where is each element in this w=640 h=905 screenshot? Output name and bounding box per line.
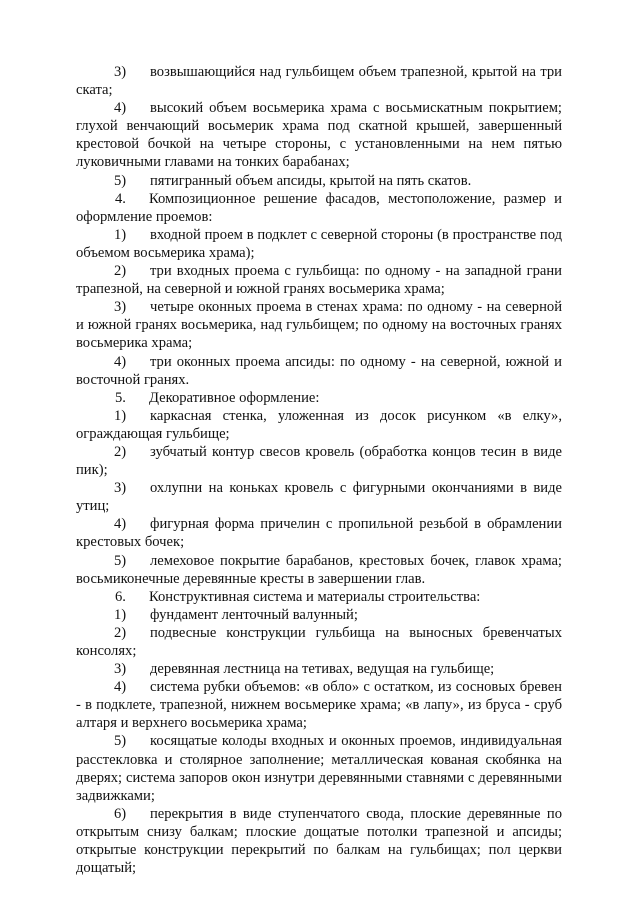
item-text: деревянная лестница на тетивах, ведущая на гульбище; (150, 661, 495, 678)
item-text: косящатые колоды входных и оконных проемов, индивидуальная расстекловка и столярное заполнение; металлическая кованая скобянка на дверях; система запоров окон изнутри деревянными ставнями с деревянными задвижками; (76, 733, 562, 804)
section-number: 6. (115, 588, 126, 605)
item-number: 4) (114, 353, 127, 370)
item-text: пятигранный объем апсиды, крытой на пять скатов. (150, 172, 472, 189)
item-number: 5) (114, 733, 127, 750)
item-number: 1) (114, 606, 127, 623)
item-number: 3) (114, 299, 127, 316)
section-heading (76, 389, 562, 407)
item-text: перекрытия в виде ступенчатого свода, плоские деревянные по открытым снизу балкам; плоские дощатые потолки трапезной и апсиды; открытые конструкции перекрытий по балкам на гульбищах; пол церкви дощатый; (76, 805, 562, 877)
item-text: три оконных проема апсиды: по одному - на северной, южной и восточной гранях. (76, 353, 562, 388)
item-text: фигурная форма причелин с пропильной резьбой в обрамлении крестовых бочек; (76, 516, 562, 551)
document-page (76, 63, 562, 877)
item-text: охлупни на коньках кровель с фигурными окончаниями в виде утиц; (76, 480, 562, 515)
list-item (76, 262, 562, 298)
list-item (76, 443, 562, 479)
item-number: 2) (114, 443, 127, 460)
item-text: лемеховое покрытие барабанов, крестовых бочек, главок храма; восьмиконечные деревянные кресты в завершении глав. (76, 552, 562, 587)
item-number: 2) (114, 263, 127, 280)
list-item (76, 678, 562, 732)
item-number: 6) (114, 805, 127, 822)
list-item (76, 353, 562, 389)
section-text: Декоративное оформление: (149, 389, 320, 406)
section-number: 5. (115, 389, 126, 406)
list-item (76, 552, 562, 588)
list-item (76, 407, 562, 443)
item-number: 3) (114, 480, 127, 497)
list-item (76, 99, 562, 171)
item-text: возвышающийся над гульбищем объем трапезной, крытой на три ската; (76, 64, 562, 99)
item-text: подвесные конструкции гульбища на выносных бревенчатых консолях; (76, 624, 562, 659)
item-text: зубчатый контур свесов кровель (обработка концов тесин в виде пик); (76, 443, 562, 479)
list-item (76, 624, 562, 660)
list-item (76, 226, 562, 262)
item-number: 4) (114, 100, 127, 117)
list-item (76, 732, 562, 804)
list-item (76, 479, 562, 515)
list-item (76, 805, 562, 877)
list-item (76, 172, 562, 190)
section-heading (76, 588, 562, 606)
list-item (76, 660, 562, 678)
item-number: 5) (114, 552, 127, 569)
item-number: 1) (114, 226, 127, 243)
list-item (76, 606, 562, 624)
list-item (76, 63, 562, 99)
item-text: три входных проема с гульбища: по одному - на западной грани трапезной, на северной и южной гранях восьмерика храма; (76, 263, 562, 298)
item-text: каркасная стенка, уложенная из досок рисунком «в елку», ограждающая гульбище; (76, 407, 562, 442)
item-text: система рубки объемов: «в обло» с остатком, из сосновых бревен - в подклете, трапезной, нижнем восьмерике храма; «в лапу», из бруса - сруб алтаря и верхнего восьмерика храма; (76, 679, 562, 732)
list-item (76, 515, 562, 551)
item-text: фундамент ленточный валунный; (150, 606, 358, 623)
section-text: Конструктивная система и материалы строительства: (149, 588, 481, 605)
item-number: 3) (114, 661, 127, 678)
item-number: 2) (114, 624, 127, 641)
item-number: 4) (114, 679, 127, 696)
item-text: входной проем в подклет с северной стороны (в пространстве под объемом восьмерика храма); (76, 226, 562, 261)
item-number: 5) (114, 172, 127, 189)
section-heading (76, 190, 562, 226)
item-number: 1) (114, 407, 127, 424)
item-text: четыре оконных проема в стенах храма: по одному - на северной и южной гранях восьмерика, над гульбищем; по одному на восточных гранях восьмерика храма; (76, 299, 562, 352)
item-text: высокий объем восьмерика храма с восьмискатным покрытием; глухой венчающий восьмерик храма под скатной крышей, завершенный крестовой бочкой на четыре стороны, с установленными на нем пятью луковичными главами на тонких барабанах; (76, 100, 562, 171)
list-item (76, 298, 562, 352)
section-text: Композиционное решение фасадов, местоположение, размер и оформление проемов: (76, 190, 562, 225)
item-number: 3) (114, 64, 127, 80)
section-number: 4. (115, 190, 126, 207)
item-number: 4) (114, 516, 127, 533)
